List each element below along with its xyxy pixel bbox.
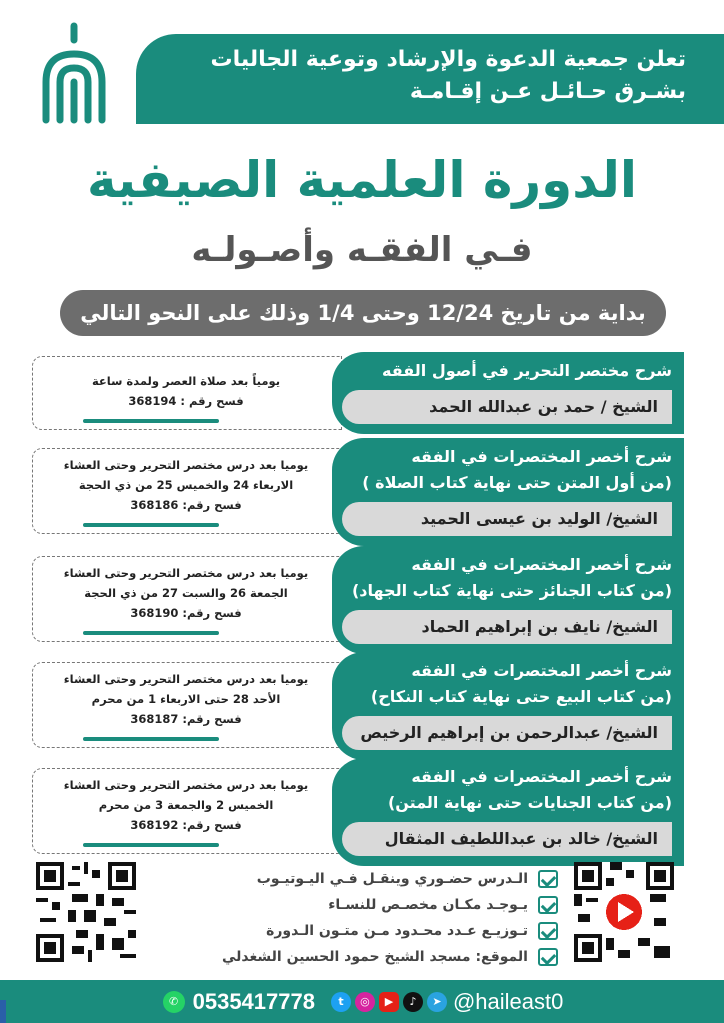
note-text: يـوجـد مكـان مخصـص للنسـاء [328,897,528,913]
tiktok-icon[interactable]: ♪ [403,992,423,1012]
note-item [170,918,558,944]
check-icon [538,870,558,888]
notes-list [170,866,558,970]
course-info [332,352,684,434]
instagram-icon[interactable]: ◎ [355,992,375,1012]
course-info [332,438,684,546]
divider [83,419,219,423]
divider [83,737,219,741]
course-subtitle: (من أول المتن حتى نهاية كتاب الصلاة ) [362,473,672,492]
course-permit: فسح رقم: 368186 [130,498,242,512]
course-subtitle: (من كتاب البيع حتى نهاية كتاب النكاح) [370,687,672,706]
qr-code-icon[interactable] [36,862,136,962]
course-schedule-line: يوميا بعد درس مختصر التحرير وحتى العشاء [63,672,309,686]
header-line-1: تعلن جمعية الدعوة والإرشاد وتوعية الجاليات [210,47,686,72]
course-schedule-days: الاربعاء 24 والخميس 25 من ذي الحجة [78,478,294,492]
check-icon [538,922,558,940]
course-info [332,652,684,760]
course-title: شرح أخصر المختصرات في الفقه [411,661,672,680]
course-title: شرح أخصر المختصرات في الفقه [411,555,672,574]
course-schedule-line: يوميا بعد درس مختصر التحرير وحتى العشاء [63,778,309,792]
course-schedule-days: الخميس 2 والجمعة 3 من محرم [98,798,274,812]
youtube-icon[interactable]: ▶ [379,992,399,1012]
course-permit: فسح رقم: 368192 [130,818,242,832]
note-item [170,944,558,970]
twitter-icon[interactable]: t [331,992,351,1012]
course-subtitle: (من كتاب الجنائز حتى نهاية كتاب الجهاد) [351,581,672,600]
course-schedule-line: يوميا بعد درس مختصر التحرير وحتى العشاء [63,458,309,472]
sheikh-name: الشيخ/ الوليد بن عيسى الحميد [342,502,672,536]
course-title: شرح أخصر المختصرات في الفقه [411,447,672,466]
course-title: شرح أخصر المختصرات في الفقه [411,767,672,786]
divider [83,843,219,847]
course-schedule [32,448,342,534]
course-schedule-line: يومياً بعد صلاة العصر ولمدة ساعة [91,374,281,388]
check-icon [538,896,558,914]
footer-contacts [0,980,724,1023]
phone-number[interactable]: 0535417778 [192,988,315,1014]
course-info [332,758,684,866]
course-permit: فسح رقم : 368194 [128,394,244,408]
note-item [170,892,558,918]
course-permit: فسح رقم: 368187 [130,712,242,726]
divider [83,523,219,527]
course-schedule-days: الجمعة 26 والسبت 27 من ذي الحجة [84,586,288,600]
whatsapp-icon[interactable]: ✆ [163,991,185,1013]
course-schedule-days: الأحد 28 حتى الاربعاء 1 من محرم [91,692,281,706]
course-subtitle: (من كتاب الجنايات حتى نهاية المتن) [387,793,672,812]
page-title: الدورة العلمية الصيفية [86,151,638,209]
course-info [332,546,684,654]
header-text [166,44,686,108]
social-handle[interactable]: @haileast0 [452,988,564,1014]
note-text: تـوزيـع عـدد محـدود مـن متـون الـدورة [266,923,528,939]
course-permit: فسح رقم: 368190 [130,606,242,620]
sheikh-name: الشيخ/ عبدالرحمن بن إبراهيم الرخيص [342,716,672,750]
course-schedule [32,556,342,642]
course-schedule [32,662,342,748]
logo-icon [38,20,110,124]
course-schedule-line: يوميا بعد درس مختصر التحرير وحتى العشاء [63,566,309,580]
check-icon [538,948,558,966]
course-title: شرح مختصر التحرير في أصول الفقه [382,361,672,380]
sheikh-name: الشيخ/ خالد بن عبداللطيف المثقال [342,822,672,856]
note-text: الموقع: مسجد الشيخ حمود الحسين الشغدلي [222,949,528,965]
note-item [170,866,558,892]
note-text: الـدرس حضـوري وينقـل فـي اليـوتيـوب [256,871,528,887]
course-schedule [32,356,342,430]
sheikh-name: الشيخ / حمد بن عبدالله الحمد [342,390,672,424]
sheikh-name: الشيخ/ نايف بن إبراهيم الحماد [342,610,672,644]
qr-code-icon[interactable] [574,862,674,962]
telegram-icon[interactable]: ➤ [427,992,447,1012]
page-subtitle: فـي الفقـه وأصـولـه [191,230,533,270]
header-line-2: بشـرق حـائـل عـن إقـامـة [409,79,686,104]
course-schedule [32,768,342,854]
divider [83,631,219,635]
date-banner: بداية من تاريخ 12/24 وحتى 1/4 وذلك على النحو التالي [60,290,666,336]
